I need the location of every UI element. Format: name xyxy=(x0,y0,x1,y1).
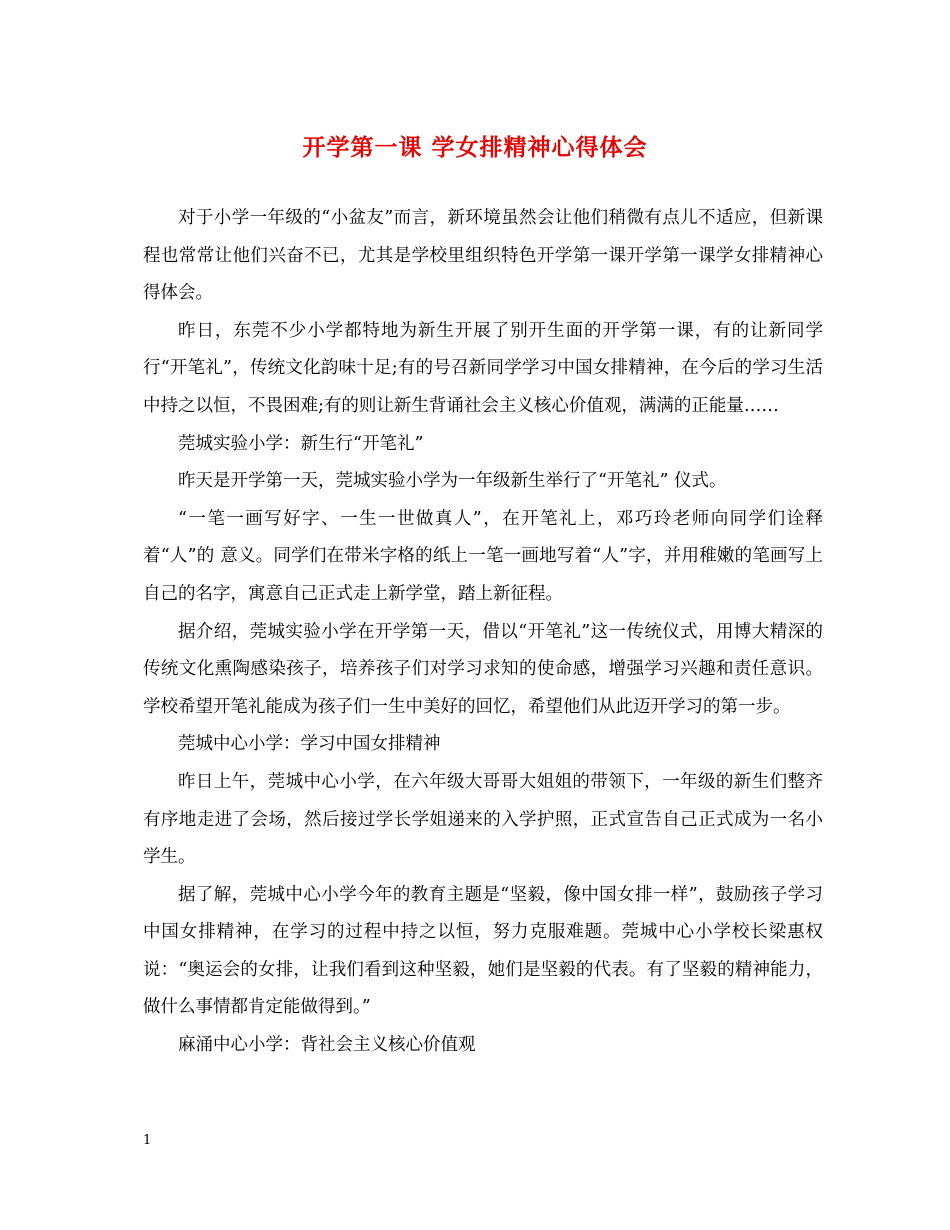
section-heading-guancheng-central: 莞城中心小学：学习中国女排精神 xyxy=(178,734,441,755)
paragraph: 据介绍，莞城实验小学在开学第一天，借以“开笔礼”这一传统仪式，用博大精深的传统文化熏陶感染孩子，培养孩子们对学习求知的使命感，增强学习兴趣和责任意识。学校希望开笔礼能成为孩子们一生中美好的回忆，希望他们从此迈开学习的第一步。 xyxy=(143,621,823,717)
section-heading-guancheng-experimental: 莞城实验小学：新生行“开笔礼” xyxy=(178,433,424,454)
paragraph: 昨日上午，莞城中心小学，在六年级大哥哥大姐姐的带领下，一年级的新生们整齐有序地走进了会场，然后接过学长学姐递来的入学护照，正式宣告自己正式成为一名小学生。 xyxy=(143,771,823,868)
document-title: 开学第一课 学女排精神心得体会 xyxy=(302,134,648,161)
paragraph-intro: 对于小学一年级的“小盆友”而言，新环境虽然会让他们稍微有点儿不适应，但新课程也常常让他们兴奋不已，尤其是学校里组织特色开学第一课开学第一课学女排精神心得体会。 xyxy=(143,208,823,304)
section-heading-machong-central: 麻涌中心小学：背社会主义核心价值观 xyxy=(178,1035,476,1056)
paragraph-overview: 昨日，东莞不少小学都特地为新生开展了别开生面的开学第一课，有的让新同学行“开笔礼”，传统文化韵味十足;有的号召新同学学习中国女排精神，在今后的学习生活中持之以恒，不畏困难;有的则让新生背诵社会主义核心价值观，满满的正能量…… xyxy=(143,320,823,416)
paragraph: 昨天是开学第一天，莞城实验小学为一年级新生举行了“开笔礼” 仪式。 xyxy=(178,471,727,492)
paragraph: “一笔一画写好字、一生一世做真人”，在开笔礼上，邓巧玲老师向同学们诠释着“人”的 意义。同学们在带米字格的纸上一笔一画地写着“人”字，并用稚嫩的笔画写上自己的名字，寓意自己正式走上新学堂，踏上新征程。 xyxy=(143,508,823,604)
document-body xyxy=(143,200,823,1065)
page-number: 1 xyxy=(143,1133,152,1148)
paragraph: 据了解，莞城中心小学今年的教育主题是“坚毅，像中国女排一样”，鼓励孩子学习中国女排精神，在学习的过程中持之以恒，努力克服难题。莞城中心小学校长梁惠权说：“奥运会的女排，让我们看到这种坚毅，她们是坚毅的代表。有了坚毅的精神能力，做什么事情都肯定能做得到。” xyxy=(143,884,823,1018)
